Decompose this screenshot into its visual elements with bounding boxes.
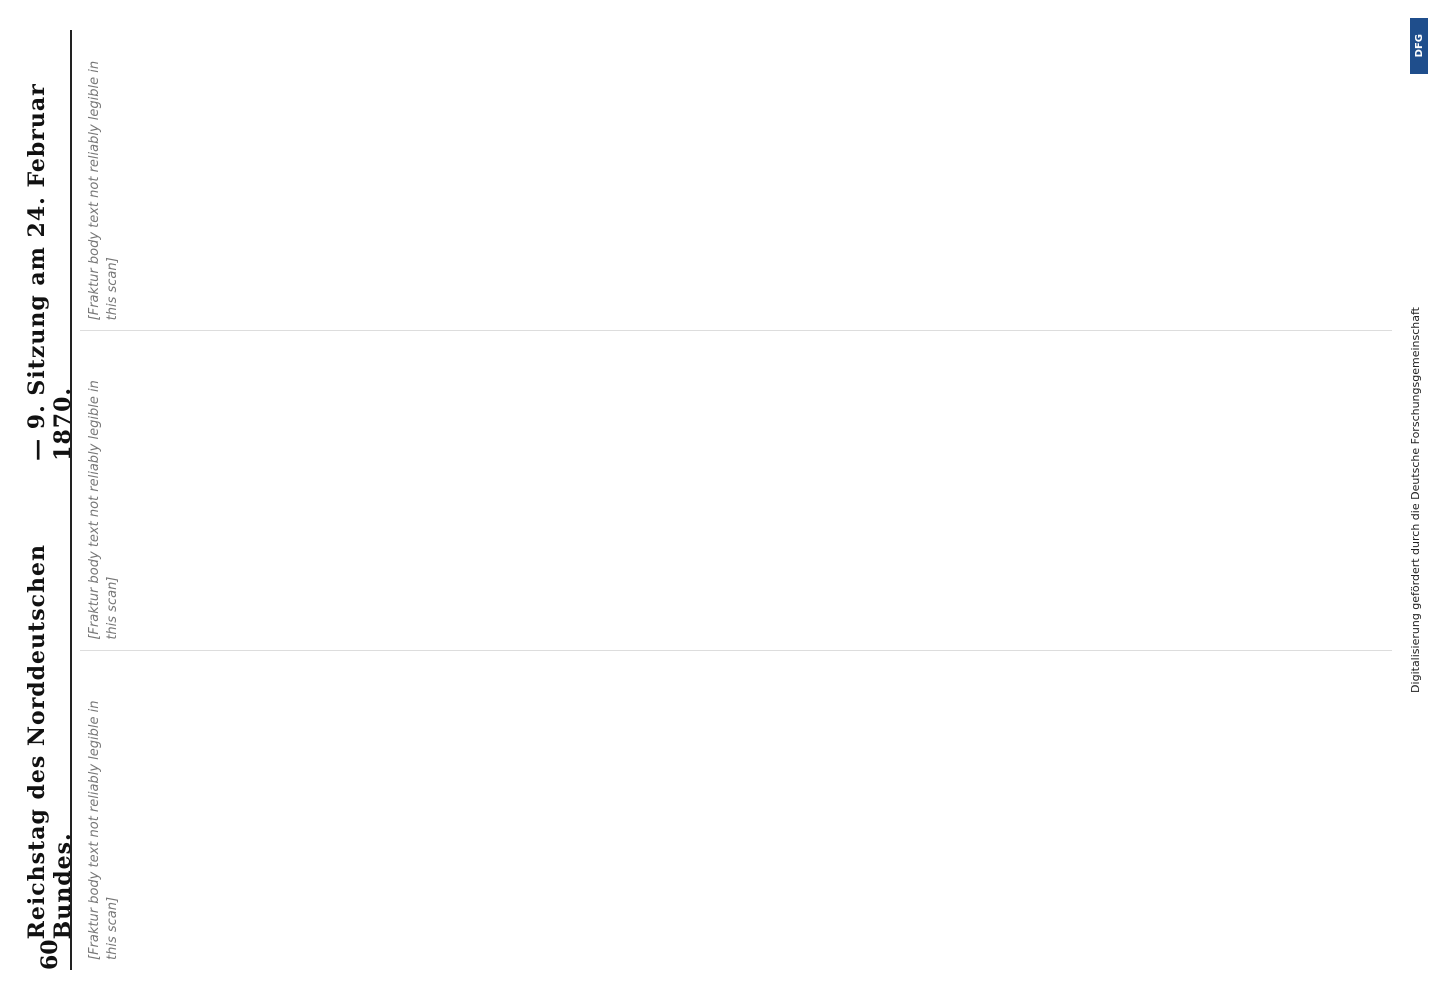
dfg-badge	[1410, 18, 1428, 74]
dfg-badge-text: DFG	[1413, 34, 1425, 58]
page-number: 60	[37, 939, 63, 970]
column-placeholder: [Fraktur body text not reliably legible in this scan]	[87, 60, 120, 321]
text-column-3	[80, 30, 1392, 331]
watermark-text: Digitalisierung gefördert durch die Deutsche Forschungsgemeinschaft	[1408, 307, 1422, 693]
running-title-right: — 9. Sitzung am 24. Februar 1870.	[24, 83, 76, 461]
page-header	[24, 30, 76, 970]
text-column-2	[80, 349, 1392, 650]
text-column-1	[80, 669, 1392, 970]
column-placeholder: [Fraktur body text not reliably legible in this scan]	[87, 380, 120, 640]
column-placeholder: [Fraktur body text not reliably legible in this scan]	[87, 700, 120, 960]
text-columns	[80, 30, 1392, 970]
running-title-left: Reichstag des Norddeutschen Bundes.	[24, 544, 76, 940]
